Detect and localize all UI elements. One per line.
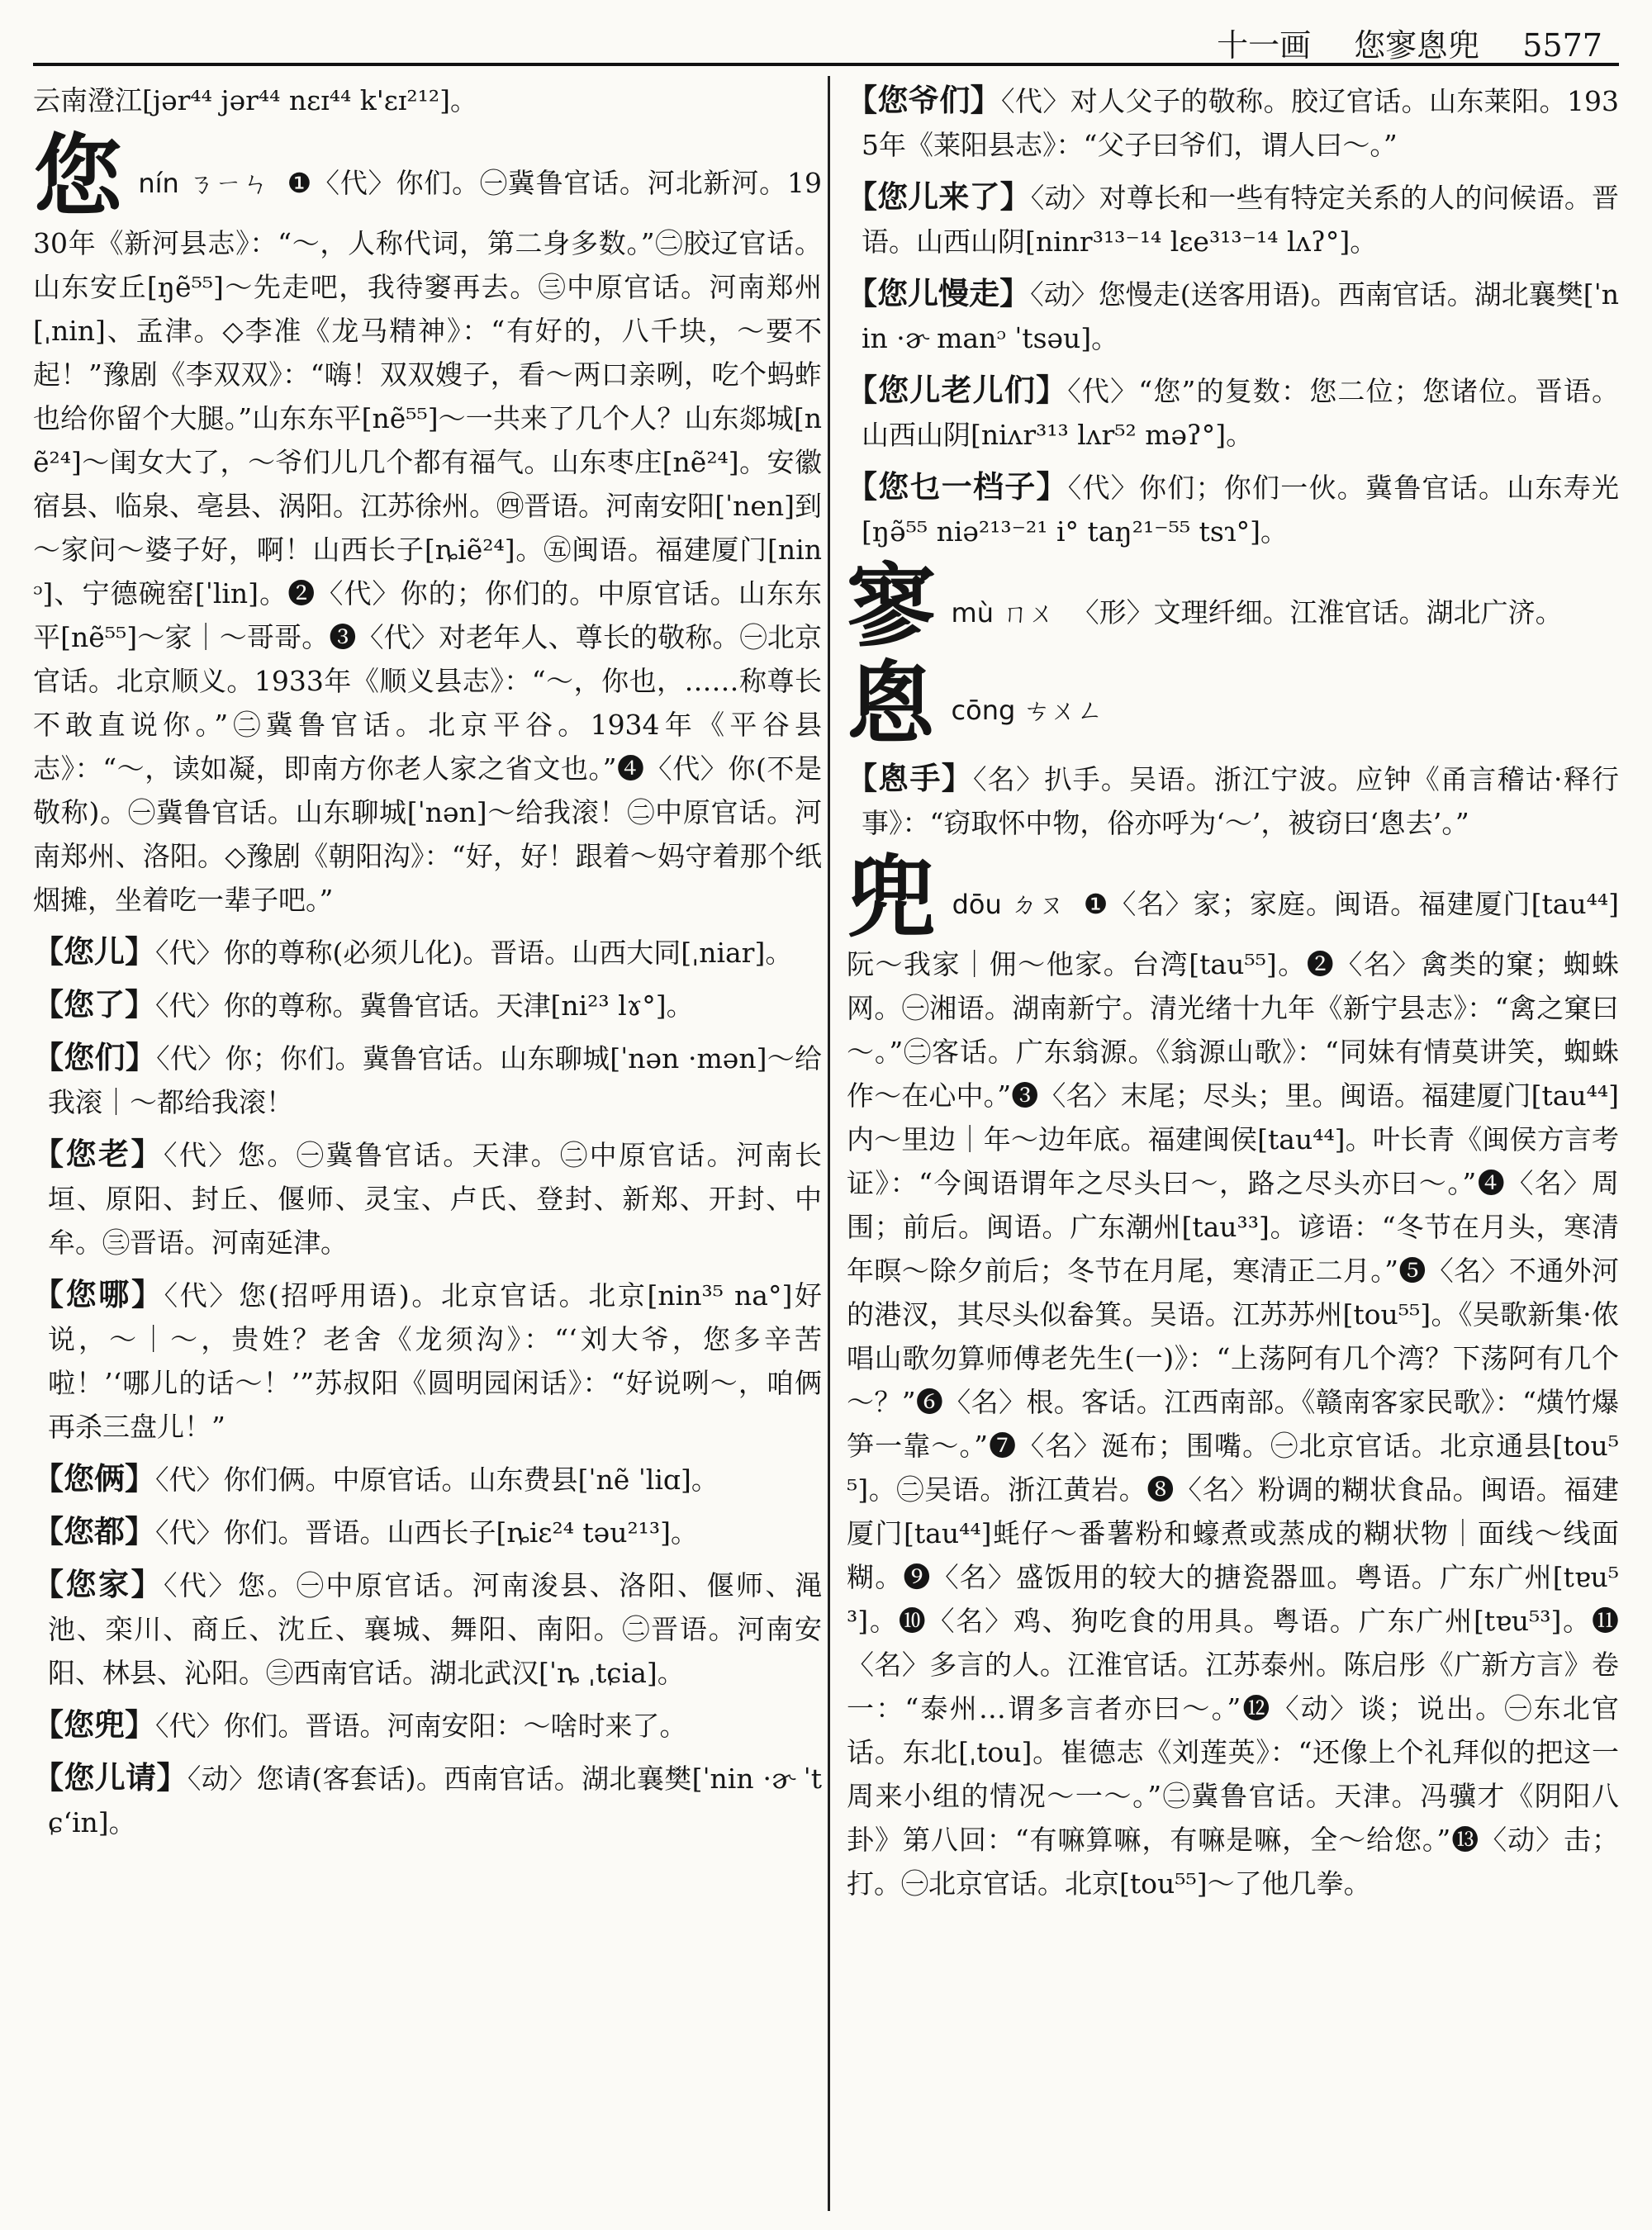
page-number: 5577	[1522, 27, 1602, 64]
headword: 【您儿】	[33, 933, 155, 970]
headword: 【您都】	[33, 1513, 155, 1549]
head-character: 兜	[847, 846, 937, 950]
head-pinyin: dōu ㄉㄡ	[952, 889, 1066, 920]
head-pinyin: cōng ㄘㄨㄥ	[951, 695, 1104, 726]
headword: 【悤手】	[847, 760, 974, 796]
headword: 【您儿请】	[33, 1759, 188, 1796]
head-definition: ❶〈名〉家；家庭。闽语。福建厦门[tau⁴⁴]阮～我家｜佣～他家。台湾[tau⁵⁵]。❷〈名〉禽类的窠；蜘蛛网。㊀湘语。湖南新宁。清光绪十九年《新宁县志》：“禽之窠曰～。”㊁客话。广东翁源。《翁源山歌》：“同妹有情莫讲笑，蜘蛛作～在心中。”❸〈名〉末尾；尽头；里。闽语。福建厦门[tau⁴⁴]内～里边｜年～边年底。福建闽侯[tau⁴⁴]。叶长青《闽侯方言考证》：“今闽语谓年之尽头曰～，路之尽头亦曰～。”❹〈名〉周围；前后。闽语。广东潮州[tau³³]。谚语：“冬节在月头，寒清年暝～除夕前后；冬节在月尾，寒清正二月。”❺〈名〉不通外河的港汊，其尽头似畚箕。吴语。江苏苏州[tou⁵⁵]。《吴歌新集·侬唱山歌勿算师傅老先生(一)》：“上荡阿有几个湾？下荡阿有几个～？”❻〈名〉根。客话。江西南部。《赣南客家民歌》：“熿竹爆笋一靠～。”❼〈名〉涎布；围嘴。㊀北京官话。北京通县[tou⁵⁵]。㊁吴语。浙江黄岩。❽〈名〉粉调的糊状食品。闽语。福建厦门[tau⁴⁴]蚝仔～番薯粉和蠔煮或蒸成的糊状物｜面线～线面糊。❾〈名〉盛饭用的较大的搪瓷器皿。粤语。广东广州[tɐu⁵³]。❿〈名〉鸡、狗吃食的用具。粤语。广东广州[tɐu⁵³]。⓫〈名〉多言的人。江淮官话。江苏泰州。陈启彤《广新方言》卷一：“泰州…谓多言者亦曰～。”⓬〈动〉谈；说出。㊀东北官话。东北[ˌtou]。崔德志《刘莲英》：“还像上个礼拜似的把这一周来小组的情况～一～。”㊁冀鲁官话。天津。冯骥才《阴阳八卦》第八回：“有嘛算嘛，有嘛是嘛，全～给您。”⓭〈动〉击；打。㊀北京官话。北京[tou⁵⁵]～了他几拳。	[847, 888, 1619, 1900]
head-definition: ❶〈代〉你们。㊀冀鲁官话。河北新河。1930年《新河县志》：“～，人称代词，第二身多数。”㊁胶辽官话。山东安丘[ŋẽ⁵⁵]～先走吧，我待窭再去。㊂中原官话。河南郑州[ˌnin]、孟津。◇李准《龙马精神》：“有好的，八千块，～要不起！”豫剧《李双双》：“嗨！双双嫂子，看～两口亲咧，吃个蚂蚱也给你留个大腿。”山东东平[nẽ⁵⁵]～一共来了几个人？山东郯城[nẽ²⁴]～闺女大了，～爷们儿几个都有福气。山东枣庄[nẽ²⁴]。安徽宿县、临泉、亳县、涡阳。江苏徐州。㊃晋语。河南安阳[ˈnen]到～家问～婆子好，啊！山西长子[ȵiẽ²⁴]。㊄闽语。福建厦门[ninᵓ]、宁德碗窑[ˈlin]。❷〈代〉你的；你们的。中原官话。山东东平[nẽ⁵⁵]～家｜～哥哥。❸〈代〉对老年人、尊长的敬称。㊀北京官话。北京顺义。1933年《顺义县志》：“～，你也，……称尊长不敢直说你。”㊁冀鲁官话。北京平谷。1934年《平谷县志》：“～，读如凝，即南方你老人家之省文也。”❹〈代〉你(不是敬称)。㊀冀鲁官话。山东聊城[ˈnən]～给我滚！㊁中原官话。河南郑州、洛阳。◇豫剧《朝阳沟》：“好，好！跟着～妈守着那个纸烟摊，坐着吃一辈子吧。”	[33, 167, 822, 916]
running-head	[1184, 20, 1602, 65]
headword: 【您了】	[33, 986, 155, 1022]
definition: 〈代〉你们俩。中原官话。山东费县[ˈnẽ ˈliɑ]。	[155, 1464, 719, 1496]
head-definition: 〈形〉文理纤细。江淮官话。湖北广济。	[1071, 596, 1563, 629]
definition: 〈动〉您慢走(送客用语)。西南官话。湖北襄樊[ˈnin ·ɚ manᵓ ˈtsəu]。	[862, 278, 1619, 354]
head-character: 悤	[847, 652, 937, 756]
entry-nin-ye-men	[847, 78, 1619, 167]
headword: 【您儿老儿们】	[847, 372, 1068, 408]
head-entry-mu	[847, 554, 1619, 658]
left-column	[33, 78, 822, 2209]
entry-nin-lao	[33, 1132, 822, 1264]
head-pinyin: mù ㄇㄨ	[951, 597, 1056, 629]
entry-nin-le	[33, 983, 822, 1027]
headword: 【您兜】	[33, 1706, 155, 1743]
entry-cong-shou	[847, 757, 1619, 845]
definition: 〈代〉你；你们。冀鲁官话。山东聊城[ˈnən ·mən]～给我滚｜～都给我滚！	[48, 1042, 822, 1118]
headword: 【您老】	[33, 1136, 164, 1172]
entry-nin-er-lao-er-men	[847, 368, 1619, 457]
definition: 〈代〉您。㊀冀鲁官话。天津。㊁中原官话。河南长垣、原阳、封丘、偃师、灵宝、卢氏、登封、新郑、开封、中牟。㊂晋语。河南延津。	[48, 1139, 822, 1259]
head-entry-dou	[847, 846, 1619, 1905]
entry-nin-mie-yi-dang-zi	[847, 465, 1619, 553]
entry-nin-er	[33, 930, 822, 975]
header-chars: 您寥悤兜	[1354, 27, 1480, 64]
definition: 〈代〉你们；你们一伙。冀鲁官话。山东寿光[ŋə̃⁵⁵ niə²¹³⁻²¹ i° taŋ²¹⁻⁵⁵ tsɿ°]。	[862, 472, 1619, 548]
definition: 〈动〉对尊长和一些有特定关系的人的问候语。晋语。山西山阴[ninr³¹³⁻¹⁴ lɛe³¹³⁻¹⁴ lʌʔ°]。	[862, 182, 1619, 258]
headword: 【您家】	[33, 1566, 164, 1602]
continuation-line: 云南澄江[jər⁴⁴ jər⁴⁴ nɛɪ⁴⁴ k'ɛɪ²¹²]。	[33, 84, 477, 116]
definition: 〈代〉您(招呼用语)。北京官话。北京[nin³⁵ na°]好说，～｜～，贵姓？老舍《龙须沟》：“‘刘大爷，您多辛苦啦！’‘哪儿的话～！’”苏叔阳《圆明园闲话》：“好说咧～，咱俩再杀三盘儿！”	[48, 1279, 822, 1443]
definition: 〈代〉你们。晋语。山西长子[ȵiɛ²⁴ təu²¹³]。	[155, 1516, 699, 1549]
entry-nin-men	[33, 1036, 822, 1124]
headword: 【您哪】	[33, 1276, 164, 1312]
entry-nin-jia	[33, 1563, 822, 1695]
page-header	[33, 12, 1619, 69]
entry-nin-dou-2	[33, 1703, 822, 1748]
head-character: 您	[33, 125, 123, 229]
headword: 【您爷们】	[847, 82, 1002, 118]
entry-nin-dou	[33, 1510, 822, 1554]
entry-nin-er-qing	[33, 1756, 822, 1844]
entry-nin-na	[33, 1273, 822, 1449]
entry-nin-er-lai-le	[847, 175, 1619, 263]
headword: 【您俩】	[33, 1460, 155, 1497]
definition: 〈名〉扒手。吴语。浙江宁波。应钟《甬言稽诂·释行事》：“窃取怀中物，俗亦呼为‘～’，被窃曰‘悤去’。”	[862, 763, 1619, 839]
head-entry-nin	[33, 125, 822, 922]
definition: 〈代〉你的尊称。冀鲁官话。天津[ni²³ lɤ°]。	[155, 989, 694, 1022]
headword: 【您儿来了】	[847, 178, 1031, 215]
definition: 〈代〉您。㊀中原官话。河南浚县、洛阳、偃师、渑池、栾川、商丘、沈丘、襄城、舞阳、南阳。㊁晋语。河南安阳、林县、沁阳。㊂西南官话。湖北武汉[ˈȵ ˌtɕia]。	[48, 1569, 822, 1689]
headword: 【您乜一档子】	[847, 468, 1068, 505]
definition: 〈代〉对人父子的敬称。胶辽官话。山东莱阳。1935年《莱阳县志》：“父子曰爷们，谓人曰～。”	[862, 85, 1619, 161]
entry-nin-er-man-zou	[847, 272, 1619, 360]
definition: 〈代〉你们。晋语。河南安阳：～啥时来了。	[155, 1710, 687, 1742]
headword: 【您儿慢走】	[847, 275, 1031, 311]
definition: 〈代〉“您”的复数：您二位；您诸位。晋语。山西山阴[niʌr³¹³ lʌr⁵² məʔ°]。	[862, 375, 1619, 451]
header-rule	[33, 63, 1619, 66]
head-character: 寥	[847, 554, 937, 658]
entry-nin-lia	[33, 1457, 822, 1502]
definition: 〈代〉你的尊称(必须儿化)。晋语。山西大同[ˌniar]。	[155, 937, 793, 969]
header-section: 十一画	[1217, 27, 1312, 64]
right-column	[847, 78, 1619, 2209]
head-entry-cong	[847, 652, 1619, 756]
headword: 【您们】	[33, 1039, 157, 1075]
column-divider	[828, 76, 830, 2211]
definition: 〈动〉您请(客套话)。西南官话。湖北襄樊[ˈnin ·ɚ ˈtɕʻin]。	[48, 1763, 822, 1839]
head-pinyin: nín ㄋㄧㄣ	[138, 168, 270, 199]
